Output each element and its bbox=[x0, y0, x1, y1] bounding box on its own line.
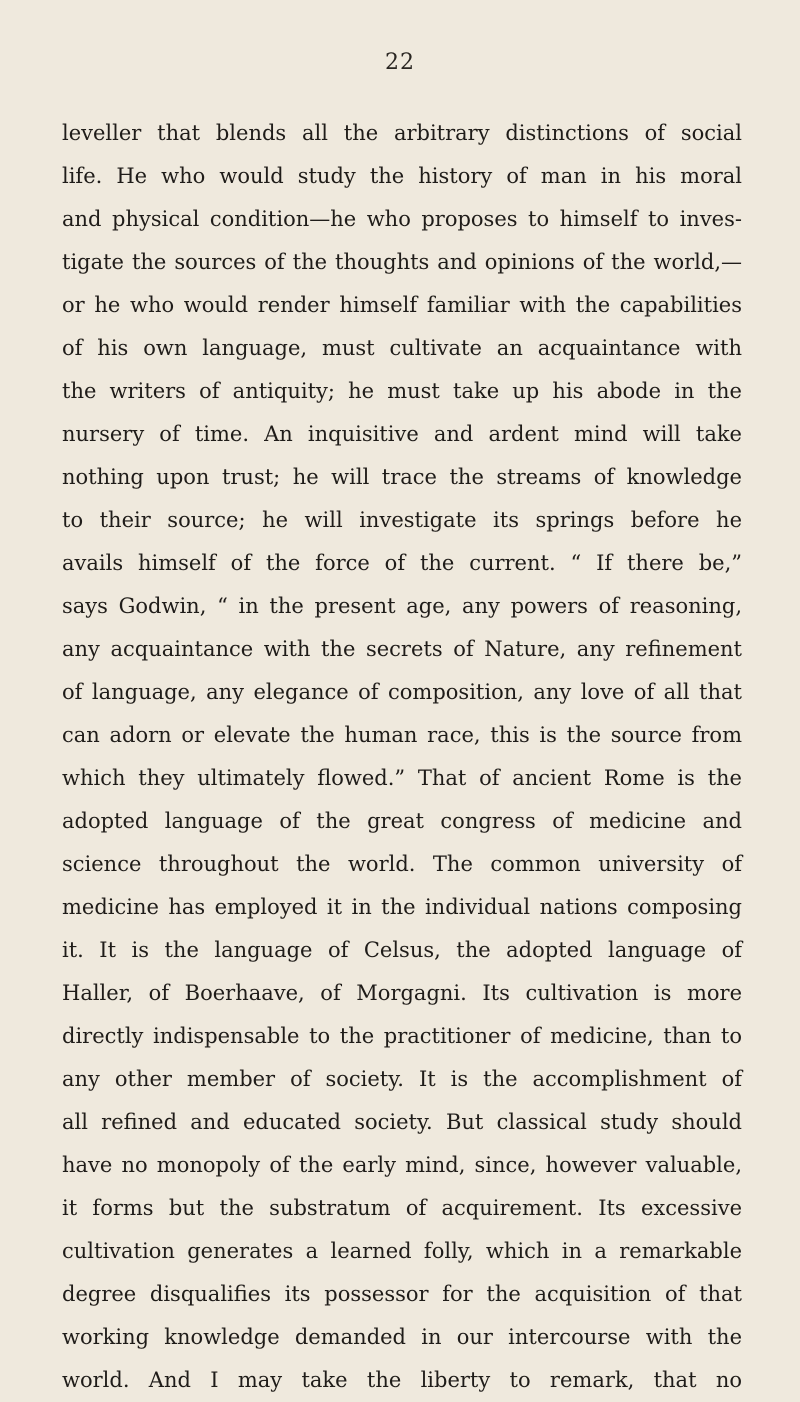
text-line: which they ultimately flowed.” That of ancient Rome is the bbox=[62, 766, 742, 790]
text-line: nothing upon trust; he will trace the streams of knowledge bbox=[62, 465, 742, 489]
text-line: any acquaintance with the secrets of Nature, any refinement bbox=[62, 637, 742, 661]
text-line: cultivation generates a learned folly, which in a remarkable bbox=[62, 1239, 742, 1263]
text-line: to their source; he will investigate its springs before he bbox=[62, 508, 742, 532]
text-line: any other member of society. It is the accomplishment of bbox=[62, 1067, 742, 1091]
text-line: or he who would render himself familiar with the capabilities bbox=[62, 293, 742, 317]
text-line: it. It is the language of Celsus, the adopted language of bbox=[62, 938, 742, 962]
text-line: of language, any elegance of composition, any love of all that bbox=[62, 680, 742, 704]
body-text bbox=[62, 112, 742, 1402]
text-line: and physical condition—he who proposes to himself to inves- bbox=[62, 207, 742, 231]
text-line: world. And I may take the liberty to remark, that no bbox=[62, 1368, 742, 1392]
text-line: adopted language of the great congress of medicine and bbox=[62, 809, 742, 833]
text-line: working knowledge demanded in our intercourse with the bbox=[62, 1325, 742, 1349]
text-line: nursery of time. An inquisitive and ardent mind will take bbox=[62, 422, 742, 446]
text-line: avails himself of the force of the current. “ If there be,” bbox=[62, 551, 742, 575]
text-line: can adorn or elevate the human race, this is the source from bbox=[62, 723, 742, 747]
text-line: science throughout the world. The common university of bbox=[62, 852, 742, 876]
text-line: degree disqualifies its possessor for the acquisition of that bbox=[62, 1282, 742, 1306]
text-line: the writers of antiquity; he must take up his abode in the bbox=[62, 379, 742, 403]
text-line: Haller, of Boerhaave, of Morgagni. Its cultivation is more bbox=[62, 981, 742, 1005]
text-line: have no monopoly of the early mind, since, however valuable, bbox=[62, 1153, 742, 1177]
page-number: 22 bbox=[385, 50, 415, 75]
text-line: medicine has employed it in the individual nations composing bbox=[62, 895, 742, 919]
text-line: says Godwin, “ in the present age, any powers of reasoning, bbox=[62, 594, 742, 618]
text-line: all refined and educated society. But classical study should bbox=[62, 1110, 742, 1134]
text-line: it forms but the substratum of acquirement. Its excessive bbox=[62, 1196, 742, 1220]
text-line: of his own language, must cultivate an acquaintance with bbox=[62, 336, 742, 360]
text-line: tigate the sources of the thoughts and opinions of the world,— bbox=[62, 250, 742, 274]
text-line: directly indispensable to the practitioner of medicine, than to bbox=[62, 1024, 742, 1048]
text-line: leveller that blends all the arbitrary distinctions of social bbox=[62, 121, 742, 145]
text-line: life. He who would study the history of man in his moral bbox=[62, 164, 742, 188]
